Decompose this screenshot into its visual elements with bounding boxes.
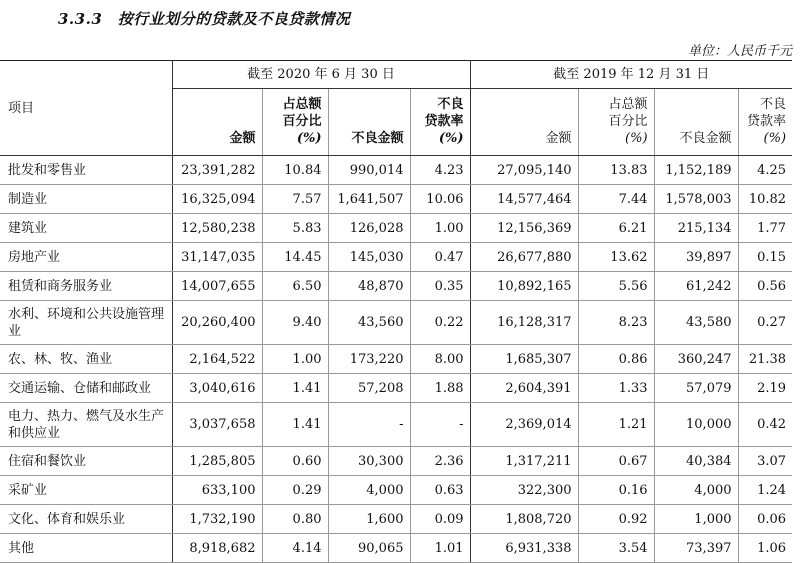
npl-ratio-2020: 0.09 [410, 505, 470, 534]
header-share-2020 [262, 89, 328, 156]
header-npl-amount-2019 [654, 89, 738, 156]
header-share-unit: (%) [625, 131, 648, 146]
industry-name: 文化、体育和娱乐业 [0, 505, 172, 534]
amount-2020: 31,147,035 [172, 243, 262, 272]
npl-amount-2019: 4,000 [654, 476, 738, 505]
header-amount-2020 [172, 89, 262, 156]
npl-amount-2020: 1,641,507 [328, 185, 410, 214]
header-npl-ratio-line1: 不良 [437, 97, 464, 112]
npl-amount-2019: 40,384 [654, 447, 738, 476]
table-row [0, 301, 792, 345]
table-row [0, 476, 792, 505]
header-npl-ratio-2019 [738, 89, 792, 156]
npl-ratio-2019: 1.06 [738, 534, 792, 563]
unit-note: 单位：人民币千元 [687, 44, 792, 59]
npl-ratio-2020: 1.88 [410, 374, 470, 403]
section-title: 3.3.3 按行业划分的贷款及不良贷款情况 [58, 10, 351, 28]
npl-amount-2020: - [328, 403, 410, 447]
npl-amount-2019: 10,000 [654, 403, 738, 447]
share-2019: 1.21 [578, 403, 654, 447]
amount-2020: 14,007,655 [172, 272, 262, 301]
npl-ratio-2019: 4.25 [738, 156, 792, 185]
amount-2020: 633,100 [172, 476, 262, 505]
share-2020: 4.14 [262, 534, 328, 563]
share-2020: 1.41 [262, 403, 328, 447]
amount-2019: 1,317,211 [470, 447, 578, 476]
share-2019: 0.86 [578, 345, 654, 374]
header-share-line1: 占总额 [282, 97, 322, 112]
header-npl-ratio-2020 [410, 89, 470, 156]
amount-2020: 20,260,400 [172, 301, 262, 345]
table-row [0, 243, 792, 272]
amount-2020: 8,918,682 [172, 534, 262, 563]
npl-amount-2020: 57,208 [328, 374, 410, 403]
header-period-2020: 截至 2020 年 6 月 30 日 [172, 61, 470, 89]
loan-by-industry-table [0, 60, 792, 563]
table-row [0, 345, 792, 374]
share-2020: 1.41 [262, 374, 328, 403]
share-2019: 13.83 [578, 156, 654, 185]
header-share-line1: 占总额 [608, 97, 648, 112]
amount-2020: 12,580,238 [172, 214, 262, 243]
share-2020: 7.57 [262, 185, 328, 214]
header-npl-amount-2020 [328, 89, 410, 156]
npl-amount-2020: 1,600 [328, 505, 410, 534]
npl-ratio-2020: 0.63 [410, 476, 470, 505]
npl-amount-2020: 43,560 [328, 301, 410, 345]
npl-ratio-2020: 8.00 [410, 345, 470, 374]
npl-amount-2020: 30,300 [328, 447, 410, 476]
table-row [0, 534, 792, 563]
npl-ratio-2019: 0.06 [738, 505, 792, 534]
amount-2020: 1,285,805 [172, 447, 262, 476]
share-2019: 13.62 [578, 243, 654, 272]
table-row [0, 403, 792, 447]
industry-name: 住宿和餐饮业 [0, 447, 172, 476]
header-npl-ratio-line2: 贷款率 [424, 114, 464, 129]
npl-amount-2020: 4,000 [328, 476, 410, 505]
npl-amount-2020: 126,028 [328, 214, 410, 243]
amount-2019: 10,892,165 [470, 272, 578, 301]
share-2019: 3.54 [578, 534, 654, 563]
npl-ratio-2020: 4.23 [410, 156, 470, 185]
header-period-2019: 截至 2019 年 12 月 31 日 [470, 61, 792, 89]
share-2019: 0.92 [578, 505, 654, 534]
share-2020: 14.45 [262, 243, 328, 272]
npl-amount-2020: 90,065 [328, 534, 410, 563]
npl-amount-2020: 48,870 [328, 272, 410, 301]
npl-amount-2020: 173,220 [328, 345, 410, 374]
share-2020: 0.80 [262, 505, 328, 534]
npl-ratio-2019: 21.38 [738, 345, 792, 374]
header-share-line2: 百分比 [282, 114, 322, 129]
industry-name: 其他 [0, 534, 172, 563]
share-2019: 7.44 [578, 185, 654, 214]
share-2019: 0.16 [578, 476, 654, 505]
npl-ratio-2019: 0.56 [738, 272, 792, 301]
table-row [0, 447, 792, 476]
npl-amount-2019: 57,079 [654, 374, 738, 403]
header-npl-ratio-unit: (%) [438, 131, 464, 146]
header-item: 项目 [0, 61, 172, 156]
industry-name: 电力、热力、燃气及水生产和供应业 [0, 403, 172, 447]
npl-amount-2020: 145,030 [328, 243, 410, 272]
table-row [0, 185, 792, 214]
industry-name: 租赁和商务服务业 [0, 272, 172, 301]
npl-amount-2019: 215,134 [654, 214, 738, 243]
header-amount-2019 [470, 89, 578, 156]
header-share-2019 [578, 89, 654, 156]
table-row [0, 214, 792, 243]
share-2019: 6.21 [578, 214, 654, 243]
share-2020: 1.00 [262, 345, 328, 374]
share-2020: 6.50 [262, 272, 328, 301]
industry-name: 采矿业 [0, 476, 172, 505]
npl-amount-2019: 1,152,189 [654, 156, 738, 185]
amount-2019: 16,128,317 [470, 301, 578, 345]
npl-ratio-2019: 3.07 [738, 447, 792, 476]
npl-amount-2019: 1,578,003 [654, 185, 738, 214]
header-share-line2: 百分比 [608, 114, 648, 129]
amount-2019: 6,931,338 [470, 534, 578, 563]
npl-ratio-2019: 1.24 [738, 476, 792, 505]
amount-2019: 2,604,391 [470, 374, 578, 403]
npl-ratio-2019: 2.19 [738, 374, 792, 403]
industry-name: 制造业 [0, 185, 172, 214]
npl-amount-2019: 73,397 [654, 534, 738, 563]
industry-name: 交通运输、仓储和邮政业 [0, 374, 172, 403]
amount-2019: 322,300 [470, 476, 578, 505]
header-npl-ratio-line2: 贷款率 [747, 114, 787, 129]
npl-ratio-2020: 0.47 [410, 243, 470, 272]
header-amount-text: 金额 [229, 131, 256, 146]
npl-ratio-2020: 2.36 [410, 447, 470, 476]
amount-2020: 1,732,190 [172, 505, 262, 534]
header-amount-text: 金额 [545, 131, 572, 146]
header-npl-ratio-line1: 不良 [760, 97, 787, 112]
amount-2019: 14,577,464 [470, 185, 578, 214]
share-2019: 8.23 [578, 301, 654, 345]
npl-ratio-2020: 1.01 [410, 534, 470, 563]
header-npl-ratio-unit: (%) [763, 131, 787, 146]
npl-amount-2019: 61,242 [654, 272, 738, 301]
npl-ratio-2019: 0.15 [738, 243, 792, 272]
amount-2020: 2,164,522 [172, 345, 262, 374]
header-share-unit: (%) [296, 131, 322, 146]
amount-2019: 26,677,880 [470, 243, 578, 272]
table-row [0, 374, 792, 403]
npl-ratio-2020: 0.35 [410, 272, 470, 301]
share-2020: 9.40 [262, 301, 328, 345]
table-row [0, 272, 792, 301]
table-row [0, 156, 792, 185]
amount-2019: 27,095,140 [470, 156, 578, 185]
amount-2019: 12,156,369 [470, 214, 578, 243]
share-2019: 5.56 [578, 272, 654, 301]
share-2019: 1.33 [578, 374, 654, 403]
amount-2020: 16,325,094 [172, 185, 262, 214]
npl-ratio-2019: 0.27 [738, 301, 792, 345]
amount-2020: 3,037,658 [172, 403, 262, 447]
amount-2019: 1,808,720 [470, 505, 578, 534]
share-2020: 5.83 [262, 214, 328, 243]
share-2020: 10.84 [262, 156, 328, 185]
industry-name: 批发和零售业 [0, 156, 172, 185]
npl-ratio-2020: 1.00 [410, 214, 470, 243]
table-row [0, 505, 792, 534]
npl-ratio-2020: - [410, 403, 470, 447]
npl-amount-2020: 990,014 [328, 156, 410, 185]
table-body [0, 156, 792, 563]
industry-name: 水利、环境和公共设施管理业 [0, 301, 172, 345]
header-npl-amount-text: 不良金额 [679, 131, 732, 146]
industry-name: 农、林、牧、渔业 [0, 345, 172, 374]
industry-name: 房地产业 [0, 243, 172, 272]
amount-2020: 23,391,282 [172, 156, 262, 185]
npl-ratio-2019: 10.82 [738, 185, 792, 214]
share-2020: 0.29 [262, 476, 328, 505]
header-npl-amount-text: 不良金额 [351, 131, 404, 146]
npl-ratio-2019: 0.42 [738, 403, 792, 447]
npl-amount-2019: 1,000 [654, 505, 738, 534]
amount-2019: 1,685,307 [470, 345, 578, 374]
npl-amount-2019: 43,580 [654, 301, 738, 345]
npl-ratio-2019: 1.77 [738, 214, 792, 243]
share-2019: 0.67 [578, 447, 654, 476]
npl-amount-2019: 360,247 [654, 345, 738, 374]
industry-name: 建筑业 [0, 214, 172, 243]
npl-ratio-2020: 0.22 [410, 301, 470, 345]
share-2020: 0.60 [262, 447, 328, 476]
npl-amount-2019: 39,897 [654, 243, 738, 272]
npl-ratio-2020: 10.06 [410, 185, 470, 214]
amount-2020: 3,040,616 [172, 374, 262, 403]
amount-2019: 2,369,014 [470, 403, 578, 447]
